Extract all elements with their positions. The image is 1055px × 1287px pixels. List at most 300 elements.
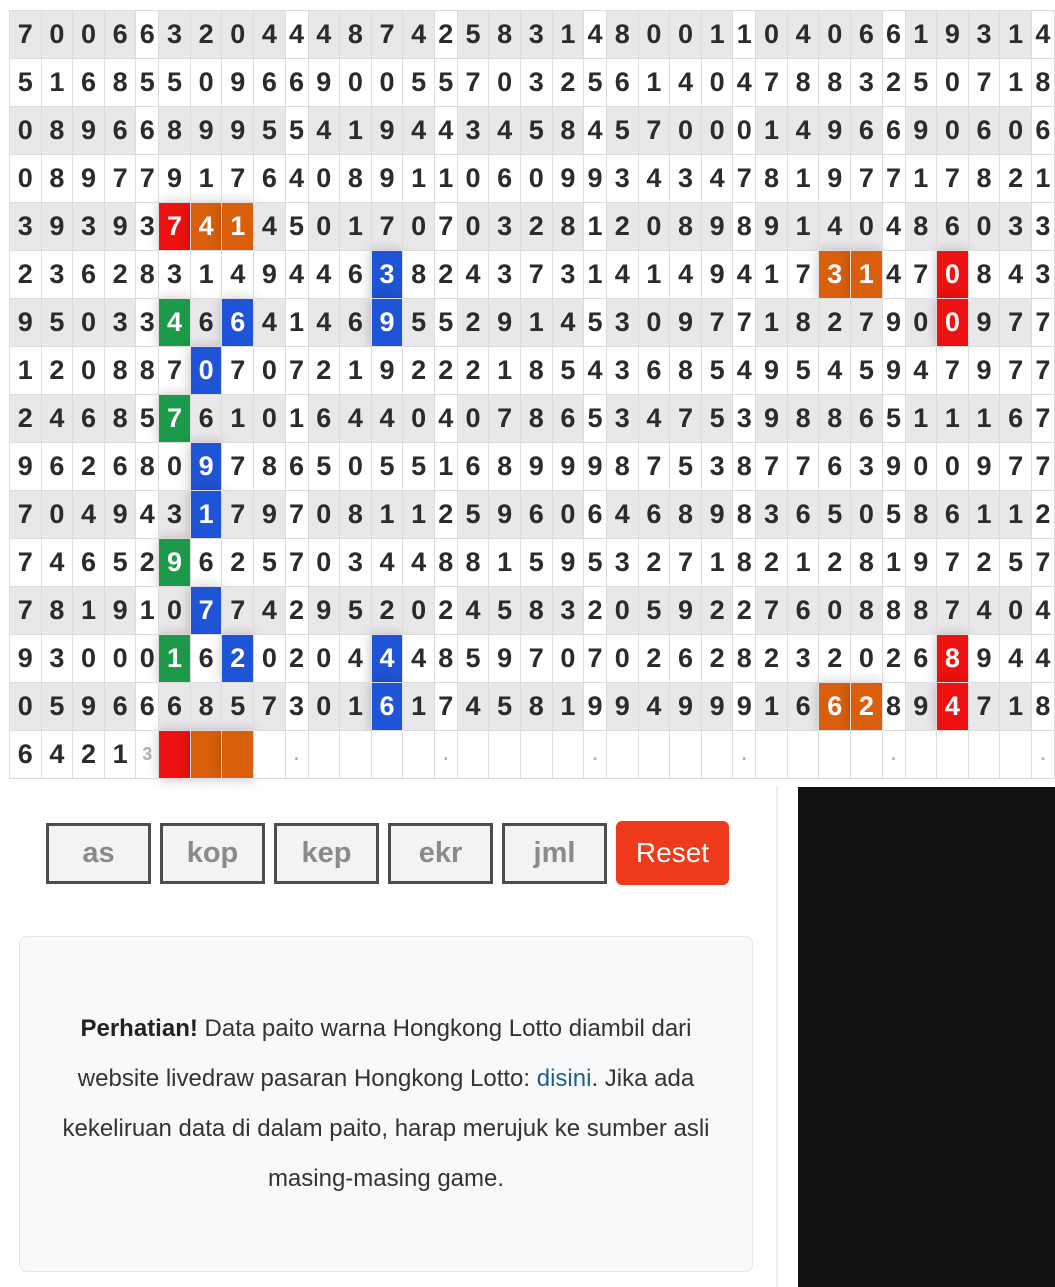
- paito-digit[interactable]: 5: [552, 347, 584, 395]
- paito-digit[interactable]: 9: [222, 107, 254, 155]
- paito-digit[interactable]: 9: [968, 347, 1000, 395]
- paito-digit[interactable]: 8: [489, 443, 521, 491]
- paito-digit[interactable]: 7: [756, 443, 788, 491]
- paito-digit[interactable]: 7: [851, 155, 883, 203]
- paito-digit[interactable]: 1: [905, 155, 937, 203]
- paito-digit[interactable]: 0: [308, 155, 340, 203]
- paito-digit[interactable]: 8: [340, 155, 372, 203]
- paito-digit[interactable]: 1: [340, 683, 372, 731]
- paito-digit[interactable]: 4: [787, 107, 819, 155]
- paito-digit[interactable]: 9: [254, 251, 286, 299]
- paito-digit[interactable]: 6: [607, 59, 639, 107]
- paito-digit[interactable]: 3: [1000, 203, 1032, 251]
- paito-digit[interactable]: 4: [254, 11, 286, 59]
- paito-digit[interactable]: 0: [638, 203, 670, 251]
- paito-digit[interactable]: 9: [190, 107, 222, 155]
- paito-digit[interactable]: 5: [787, 347, 819, 395]
- paito-digit[interactable]: 3: [607, 299, 639, 347]
- paito-digit[interactable]: 1: [41, 59, 73, 107]
- paito-digit[interactable]: 0: [1000, 107, 1032, 155]
- paito-digit[interactable]: 0: [670, 107, 702, 155]
- paito-digit[interactable]: 9: [756, 203, 788, 251]
- paito-digit[interactable]: 5: [457, 491, 489, 539]
- paito-digit[interactable]: 7: [254, 683, 286, 731]
- paito-digit[interactable]: 7: [756, 587, 788, 635]
- paito-digit[interactable]: 7: [371, 203, 403, 251]
- paito-digit[interactable]: 1: [787, 155, 819, 203]
- paito-digit[interactable]: [340, 731, 372, 779]
- paito-digit[interactable]: 4: [670, 59, 702, 107]
- paito-digit[interactable]: 0: [457, 203, 489, 251]
- paito-digit[interactable]: 0: [403, 395, 435, 443]
- paito-digit[interactable]: 6: [937, 203, 969, 251]
- paito-digit[interactable]: 5: [254, 539, 286, 587]
- paito-digit[interactable]: 7: [457, 59, 489, 107]
- paito-digit[interactable]: 6: [638, 491, 670, 539]
- paito-digit[interactable]: 1: [638, 251, 670, 299]
- paito-digit[interactable]: 4: [222, 251, 254, 299]
- paito-digit[interactable]: 8: [104, 347, 136, 395]
- paito-digit[interactable]: 2: [308, 347, 340, 395]
- paito-digit[interactable]: 9: [968, 443, 1000, 491]
- paito-digit[interactable]: 8: [851, 587, 883, 635]
- paito-digit[interactable]: 0: [403, 587, 435, 635]
- paito-digit[interactable]: 1: [1000, 59, 1032, 107]
- paito-digit[interactable]: 5: [701, 347, 733, 395]
- paito-digit[interactable]: 8: [41, 587, 73, 635]
- paito-digit[interactable]: 6: [104, 683, 136, 731]
- paito-digit[interactable]: 5: [457, 11, 489, 59]
- paito-digit[interactable]: 2: [10, 251, 42, 299]
- paito-digit[interactable]: 6: [308, 395, 340, 443]
- paito-digit[interactable]: 4: [403, 539, 435, 587]
- paito-digit[interactable]: 9: [552, 443, 584, 491]
- paito-digit[interactable]: 0: [905, 443, 937, 491]
- paito-digit[interactable]: 7: [756, 59, 788, 107]
- paito-digit[interactable]: 1: [905, 395, 937, 443]
- paito-digit[interactable]: 9: [104, 491, 136, 539]
- paito-digit[interactable]: 8: [787, 59, 819, 107]
- paito-digit[interactable]: 3: [41, 251, 73, 299]
- paito-digit[interactable]: 7: [222, 443, 254, 491]
- paito-digit[interactable]: 7: [10, 539, 42, 587]
- paito-digit[interactable]: 5: [489, 683, 521, 731]
- paito-digit[interactable]: 8: [520, 347, 552, 395]
- paito-digit[interactable]: 3: [552, 251, 584, 299]
- paito-digit[interactable]: 0: [308, 683, 340, 731]
- paito-digit[interactable]: 0: [159, 587, 191, 635]
- paito-digit[interactable]: 3: [607, 395, 639, 443]
- as-button[interactable]: as: [46, 823, 151, 884]
- paito-digit[interactable]: 8: [254, 443, 286, 491]
- paito-digit[interactable]: [905, 731, 937, 779]
- paito-digit[interactable]: 7: [104, 155, 136, 203]
- paito-digit[interactable]: 9: [670, 299, 702, 347]
- paito-digit[interactable]: [670, 731, 702, 779]
- paito-digit[interactable]: 0: [371, 59, 403, 107]
- paito-digit[interactable]: 9: [73, 155, 105, 203]
- paito-digit[interactable]: 2: [756, 635, 788, 683]
- paito-digit[interactable]: 6: [190, 635, 222, 683]
- paito-digit[interactable]: [607, 731, 639, 779]
- paito-digit[interactable]: 4: [670, 251, 702, 299]
- paito-digit[interactable]: 0: [104, 635, 136, 683]
- paito-digit[interactable]: 2: [968, 539, 1000, 587]
- paito-digit[interactable]: 7: [1000, 299, 1032, 347]
- source-link[interactable]: disini: [536, 1065, 592, 1092]
- paito-digit[interactable]: 3: [520, 11, 552, 59]
- paito-digit[interactable]: 8: [607, 11, 639, 59]
- paito-digit[interactable]: 9: [905, 107, 937, 155]
- paito-digit[interactable]: 7: [10, 491, 42, 539]
- paito-digit[interactable]: [701, 731, 733, 779]
- paito-digit[interactable]: [457, 731, 489, 779]
- paito-digit[interactable]: 5: [10, 59, 42, 107]
- paito-digit[interactable]: 4: [937, 683, 969, 731]
- paito-digit[interactable]: [819, 731, 851, 779]
- paito-digit[interactable]: 5: [104, 539, 136, 587]
- paito-digit[interactable]: 7: [851, 299, 883, 347]
- paito-digit[interactable]: 6: [73, 395, 105, 443]
- paito-digit[interactable]: 0: [308, 539, 340, 587]
- paito-digit[interactable]: 8: [552, 203, 584, 251]
- paito-digit[interactable]: 0: [457, 155, 489, 203]
- paito-digit[interactable]: 3: [756, 491, 788, 539]
- paito-digit[interactable]: 5: [670, 443, 702, 491]
- paito-digit[interactable]: 0: [10, 155, 42, 203]
- paito-digit[interactable]: [159, 731, 191, 779]
- paito-digit[interactable]: 4: [308, 251, 340, 299]
- paito-digit[interactable]: 1: [10, 347, 42, 395]
- paito-digit[interactable]: 8: [520, 395, 552, 443]
- paito-digit[interactable]: 9: [552, 539, 584, 587]
- paito-digit[interactable]: 1: [552, 11, 584, 59]
- paito-digit[interactable]: 1: [701, 539, 733, 587]
- paito-digit[interactable]: [638, 731, 670, 779]
- paito-digit[interactable]: 8: [819, 395, 851, 443]
- paito-digit[interactable]: 8: [968, 155, 1000, 203]
- paito-digit[interactable]: 9: [968, 299, 1000, 347]
- paito-digit[interactable]: 4: [1000, 251, 1032, 299]
- paito-digit[interactable]: 7: [670, 539, 702, 587]
- paito-digit[interactable]: 6: [787, 587, 819, 635]
- paito-digit[interactable]: 7: [937, 587, 969, 635]
- paito-digit[interactable]: 5: [308, 443, 340, 491]
- paito-digit[interactable]: 2: [520, 203, 552, 251]
- paito-digit[interactable]: 9: [701, 251, 733, 299]
- paito-digit[interactable]: 4: [819, 347, 851, 395]
- paito-digit[interactable]: 5: [371, 443, 403, 491]
- paito-digit[interactable]: 7: [159, 395, 191, 443]
- paito-digit[interactable]: 7: [371, 11, 403, 59]
- paito-digit[interactable]: 8: [670, 347, 702, 395]
- paito-digit[interactable]: 9: [905, 539, 937, 587]
- paito-digit[interactable]: 8: [851, 539, 883, 587]
- paito-digit[interactable]: 3: [968, 11, 1000, 59]
- paito-digit[interactable]: 1: [638, 59, 670, 107]
- paito-digit[interactable]: 0: [905, 299, 937, 347]
- paito-digit[interactable]: 1: [403, 491, 435, 539]
- paito-digit[interactable]: 4: [308, 299, 340, 347]
- paito-digit[interactable]: 8: [489, 11, 521, 59]
- paito-digit[interactable]: 3: [607, 155, 639, 203]
- paito-digit[interactable]: 7: [937, 347, 969, 395]
- paito-digit[interactable]: 5: [41, 299, 73, 347]
- paito-digit[interactable]: 9: [371, 107, 403, 155]
- paito-digit[interactable]: 0: [638, 299, 670, 347]
- paito-digit[interactable]: 6: [190, 299, 222, 347]
- paito-digit[interactable]: 8: [190, 683, 222, 731]
- paito-digit[interactable]: 0: [457, 395, 489, 443]
- paito-digit[interactable]: 8: [607, 443, 639, 491]
- paito-digit[interactable]: 3: [104, 299, 136, 347]
- paito-digit[interactable]: 3: [340, 539, 372, 587]
- paito-digit[interactable]: 3: [787, 635, 819, 683]
- paito-digit[interactable]: 7: [787, 443, 819, 491]
- paito-digit[interactable]: 6: [851, 107, 883, 155]
- paito-digit[interactable]: 8: [968, 251, 1000, 299]
- paito-digit[interactable]: 9: [10, 299, 42, 347]
- paito-digit[interactable]: 6: [937, 491, 969, 539]
- paito-digit[interactable]: 0: [41, 11, 73, 59]
- paito-digit[interactable]: 4: [607, 491, 639, 539]
- paito-digit[interactable]: 4: [340, 395, 372, 443]
- paito-digit[interactable]: 7: [489, 395, 521, 443]
- paito-digit[interactable]: 7: [1000, 347, 1032, 395]
- paito-digit[interactable]: 5: [457, 635, 489, 683]
- paito-digit[interactable]: 2: [190, 11, 222, 59]
- paito-digit[interactable]: 8: [670, 491, 702, 539]
- paito-digit[interactable]: 9: [552, 155, 584, 203]
- paito-digit[interactable]: 9: [254, 491, 286, 539]
- paito-digit[interactable]: 6: [190, 539, 222, 587]
- paito-digit[interactable]: 0: [851, 203, 883, 251]
- paito-digit[interactable]: 4: [968, 587, 1000, 635]
- paito-digit[interactable]: [403, 731, 435, 779]
- paito-digit[interactable]: 4: [403, 635, 435, 683]
- paito-digit[interactable]: 4: [638, 395, 670, 443]
- paito-digit[interactable]: 1: [1000, 683, 1032, 731]
- paito-digit[interactable]: 9: [10, 635, 42, 683]
- paito-digit[interactable]: 1: [340, 347, 372, 395]
- paito-digit[interactable]: 1: [222, 203, 254, 251]
- paito-digit[interactable]: 8: [756, 155, 788, 203]
- paito-digit[interactable]: 4: [190, 203, 222, 251]
- paito-digit[interactable]: 6: [73, 539, 105, 587]
- paito-digit[interactable]: 9: [489, 635, 521, 683]
- paito-digit[interactable]: 6: [254, 59, 286, 107]
- paito-digit[interactable]: 4: [159, 299, 191, 347]
- paito-digit[interactable]: [308, 731, 340, 779]
- paito-digit[interactable]: 6: [851, 395, 883, 443]
- paito-digit[interactable]: 1: [520, 299, 552, 347]
- paito-digit[interactable]: 0: [670, 11, 702, 59]
- paito-digit[interactable]: 2: [819, 299, 851, 347]
- paito-digit[interactable]: 4: [457, 683, 489, 731]
- paito-digit[interactable]: 4: [254, 203, 286, 251]
- paito-digit[interactable]: 0: [73, 11, 105, 59]
- paito-digit[interactable]: 0: [190, 59, 222, 107]
- paito-digit[interactable]: 6: [73, 251, 105, 299]
- paito-digit[interactable]: 6: [552, 395, 584, 443]
- paito-digit[interactable]: 9: [819, 107, 851, 155]
- paito-digit[interactable]: 1: [905, 11, 937, 59]
- paito-digit[interactable]: 4: [457, 251, 489, 299]
- paito-digit[interactable]: 0: [937, 59, 969, 107]
- paito-digit[interactable]: 6: [222, 299, 254, 347]
- paito-digit[interactable]: 0: [552, 635, 584, 683]
- paito-digit[interactable]: 3: [489, 251, 521, 299]
- paito-digit[interactable]: 4: [254, 587, 286, 635]
- paito-digit[interactable]: 6: [520, 491, 552, 539]
- paito-digit[interactable]: 6: [190, 395, 222, 443]
- paito-digit[interactable]: 9: [701, 683, 733, 731]
- paito-digit[interactable]: 6: [670, 635, 702, 683]
- paito-digit[interactable]: 5: [489, 587, 521, 635]
- paito-digit[interactable]: 2: [607, 203, 639, 251]
- paito-digit[interactable]: [520, 731, 552, 779]
- paito-digit[interactable]: 9: [701, 491, 733, 539]
- paito-digit[interactable]: [371, 731, 403, 779]
- paito-digit[interactable]: 1: [937, 395, 969, 443]
- paito-digit[interactable]: 1: [190, 155, 222, 203]
- paito-digit[interactable]: 0: [756, 11, 788, 59]
- paito-digit[interactable]: 5: [222, 683, 254, 731]
- paito-digit[interactable]: 0: [937, 107, 969, 155]
- paito-digit[interactable]: 6: [10, 731, 42, 779]
- paito-digit[interactable]: 4: [371, 635, 403, 683]
- paito-digit[interactable]: 7: [159, 203, 191, 251]
- paito-digit[interactable]: 3: [10, 203, 42, 251]
- paito-digit[interactable]: 7: [520, 251, 552, 299]
- paito-digit[interactable]: 0: [10, 683, 42, 731]
- paito-digit[interactable]: 9: [104, 203, 136, 251]
- paito-digit[interactable]: 3: [607, 347, 639, 395]
- paito-digit[interactable]: 9: [968, 635, 1000, 683]
- paito-digit[interactable]: 1: [489, 539, 521, 587]
- paito-digit[interactable]: 2: [638, 539, 670, 587]
- paito-digit[interactable]: 0: [701, 107, 733, 155]
- paito-digit[interactable]: [937, 731, 969, 779]
- paito-digit[interactable]: 5: [41, 683, 73, 731]
- paito-digit[interactable]: 4: [819, 203, 851, 251]
- paito-digit[interactable]: 1: [190, 251, 222, 299]
- paito-digit[interactable]: 0: [190, 347, 222, 395]
- paito-digit[interactable]: 5: [701, 395, 733, 443]
- paito-digit[interactable]: 0: [254, 635, 286, 683]
- paito-digit[interactable]: 7: [159, 347, 191, 395]
- paito-digit[interactable]: 5: [1000, 539, 1032, 587]
- paito-digit[interactable]: 2: [222, 539, 254, 587]
- paito-digit[interactable]: 7: [190, 587, 222, 635]
- paito-digit[interactable]: 5: [520, 107, 552, 155]
- paito-digit[interactable]: 5: [638, 587, 670, 635]
- paito-digit[interactable]: 7: [222, 491, 254, 539]
- kep-button[interactable]: kep: [274, 823, 379, 884]
- paito-digit[interactable]: 8: [159, 107, 191, 155]
- paito-digit[interactable]: [254, 731, 286, 779]
- paito-digit[interactable]: 9: [670, 683, 702, 731]
- paito-digit[interactable]: 7: [787, 251, 819, 299]
- paito-digit[interactable]: 2: [638, 635, 670, 683]
- paito-digit[interactable]: 5: [403, 299, 435, 347]
- paito-digit[interactable]: 6: [819, 683, 851, 731]
- paito-digit[interactable]: [756, 731, 788, 779]
- paito-digit[interactable]: 9: [520, 443, 552, 491]
- paito-digit[interactable]: 1: [371, 491, 403, 539]
- paito-digit[interactable]: 1: [756, 251, 788, 299]
- paito-digit[interactable]: 7: [1000, 443, 1032, 491]
- paito-digit[interactable]: 3: [819, 251, 851, 299]
- paito-digit[interactable]: 8: [104, 59, 136, 107]
- paito-digit[interactable]: 9: [489, 491, 521, 539]
- paito-digit[interactable]: 9: [73, 683, 105, 731]
- paito-digit[interactable]: 7: [937, 155, 969, 203]
- paito-digit[interactable]: 9: [607, 683, 639, 731]
- paito-digit[interactable]: 1: [73, 587, 105, 635]
- paito-digit[interactable]: 0: [403, 203, 435, 251]
- paito-digit[interactable]: 1: [968, 491, 1000, 539]
- paito-digit[interactable]: 0: [552, 491, 584, 539]
- paito-digit[interactable]: 0: [937, 251, 969, 299]
- paito-digit[interactable]: 6: [371, 683, 403, 731]
- paito-digit[interactable]: 0: [73, 635, 105, 683]
- kop-button[interactable]: kop: [160, 823, 265, 884]
- paito-digit[interactable]: 8: [905, 587, 937, 635]
- paito-digit[interactable]: 4: [308, 107, 340, 155]
- paito-digit[interactable]: 9: [308, 59, 340, 107]
- paito-digit[interactable]: 2: [1000, 155, 1032, 203]
- paito-digit[interactable]: 4: [403, 11, 435, 59]
- paito-digit[interactable]: 2: [552, 59, 584, 107]
- paito-digit[interactable]: 6: [787, 491, 819, 539]
- paito-digit[interactable]: 8: [787, 395, 819, 443]
- paito-digit[interactable]: 2: [222, 635, 254, 683]
- paito-digit[interactable]: 9: [159, 155, 191, 203]
- paito-digit[interactable]: 9: [819, 155, 851, 203]
- paito-digit[interactable]: 0: [73, 299, 105, 347]
- paito-digit[interactable]: 9: [756, 347, 788, 395]
- paito-digit[interactable]: 8: [457, 539, 489, 587]
- paito-digit[interactable]: 7: [701, 299, 733, 347]
- paito-digit[interactable]: 0: [254, 347, 286, 395]
- paito-digit[interactable]: 9: [308, 587, 340, 635]
- paito-digit[interactable]: 4: [340, 635, 372, 683]
- paito-digit[interactable]: 3: [851, 443, 883, 491]
- paito-digit[interactable]: 6: [104, 443, 136, 491]
- paito-digit[interactable]: 6: [489, 155, 521, 203]
- paito-digit[interactable]: [190, 731, 222, 779]
- paito-digit[interactable]: 8: [403, 251, 435, 299]
- paito-digit[interactable]: 1: [756, 299, 788, 347]
- paito-digit[interactable]: 1: [222, 395, 254, 443]
- paito-digit[interactable]: 0: [308, 203, 340, 251]
- paito-digit[interactable]: 5: [607, 107, 639, 155]
- paito-digit[interactable]: 9: [104, 587, 136, 635]
- paito-digit[interactable]: 7: [10, 11, 42, 59]
- paito-digit[interactable]: 7: [222, 347, 254, 395]
- paito-digit[interactable]: [968, 731, 1000, 779]
- paito-digit[interactable]: 8: [104, 395, 136, 443]
- paito-digit[interactable]: 4: [552, 299, 584, 347]
- paito-digit[interactable]: 0: [607, 587, 639, 635]
- paito-digit[interactable]: 4: [308, 11, 340, 59]
- paito-digit[interactable]: 8: [819, 59, 851, 107]
- paito-digit[interactable]: 0: [1000, 587, 1032, 635]
- paito-digit[interactable]: 2: [851, 683, 883, 731]
- paito-digit[interactable]: 8: [905, 203, 937, 251]
- paito-digit[interactable]: 1: [190, 491, 222, 539]
